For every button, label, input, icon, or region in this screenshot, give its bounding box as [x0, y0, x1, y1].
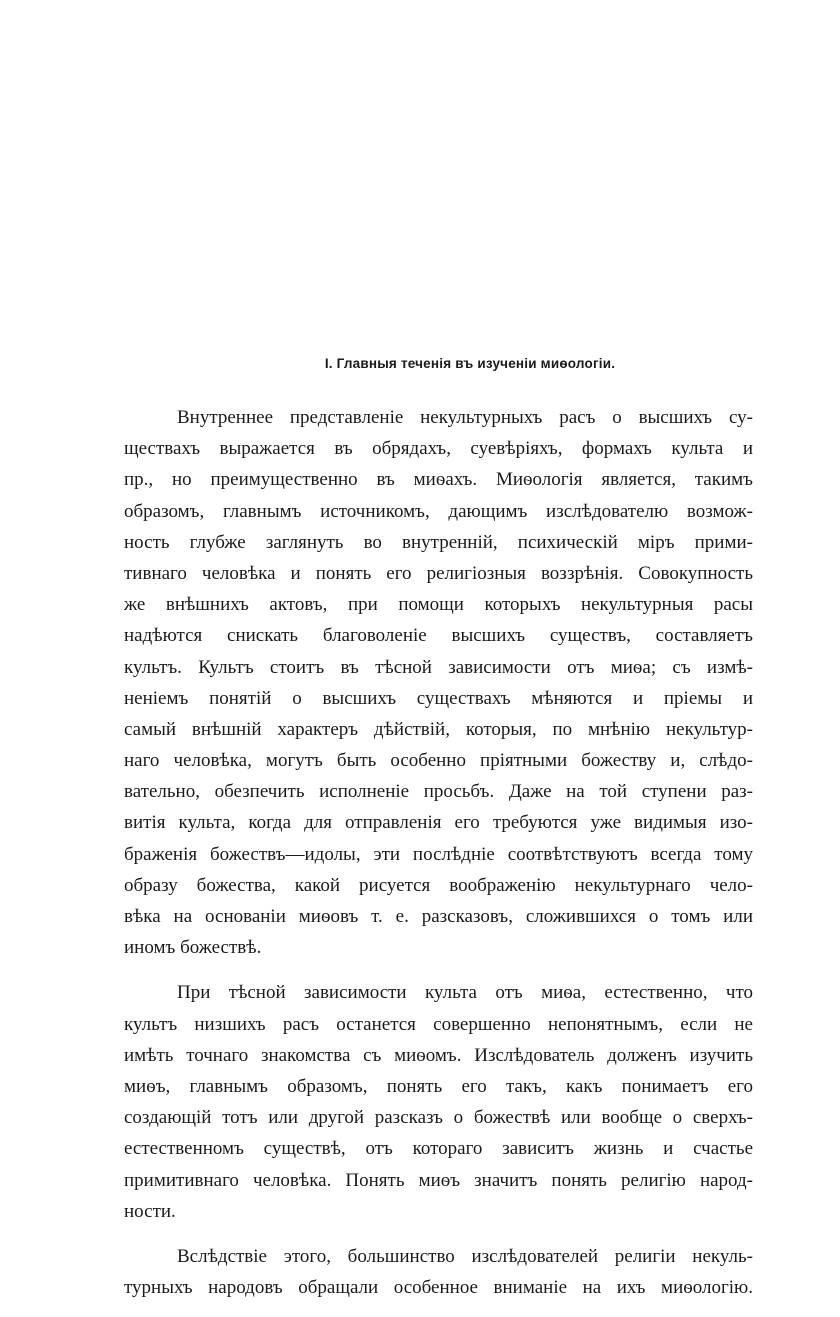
- text-line: витія культа, когда для отправленія его требуются уже видимыя изо-: [124, 812, 753, 834]
- text-line: примитивнаго человѣка. Понять миѳъ значитъ понять религію народ-: [124, 1169, 753, 1191]
- text-line: имѣть точнаго знакомства съ миѳомъ. Изслѣдователь долженъ изучить: [124, 1044, 753, 1066]
- body-text: [124, 402, 753, 1317]
- text-line: тивнаго человѣка и понять его религіозныя воззрѣнія. Совокупность: [124, 562, 753, 584]
- text-line: Внутреннее представленіе некультурныхъ расъ о высшихъ су-: [177, 407, 753, 428]
- section-heading: I. Главныя теченія въ изученіи миѳологіи.: [324, 356, 616, 371]
- text-line: образу божества, какой рисуется воображенію некультурнаго чело-: [124, 874, 753, 896]
- text-line: ность глубже заглянуть во внутренній, психическій міръ прими-: [124, 531, 753, 553]
- text-line: вѣка на основаніи миѳовъ т. е. разсказовъ, сложившихся о томъ или: [124, 906, 753, 927]
- paragraph-2: [124, 977, 753, 1227]
- text-line: культъ. Культъ стоитъ въ тѣсной зависимости отъ миѳа; съ измѣ-: [124, 656, 753, 678]
- text-line: ности.: [124, 1200, 176, 1222]
- text-line: естественномъ существѣ, отъ котораго зависитъ жизнь и счастье: [124, 1138, 753, 1160]
- text-line: образомъ, главнымъ источникомъ, дающимъ изслѣдователю возмож-: [124, 500, 753, 522]
- text-line: При тѣсной зависимости культа отъ миѳа, естественно, что: [177, 982, 753, 1004]
- text-line: миѳъ, главнымъ образомъ, понять его такъ, какъ понимаетъ его: [124, 1075, 753, 1097]
- text-line: ществахъ выражается въ обрядахъ, суевѣріяхъ, формахъ культа и: [124, 438, 753, 460]
- text-line: самый внѣшній характеръ дѣйствій, которыя, по мнѣнію некультур-: [124, 718, 753, 740]
- text-line: иномъ божествѣ.: [124, 937, 262, 959]
- text-line: культъ низшихъ расъ останется совершенно непонятнымъ, если не: [124, 1013, 753, 1035]
- text-line: создающій тотъ или другой разсказъ о божествѣ или вообще о сверхъ-: [124, 1107, 753, 1129]
- text-line: Вслѣдствіе этого, большинство изслѣдователей религіи некуль-: [177, 1245, 753, 1267]
- text-line: же внѣшнихъ актовъ, при помощи которыхъ некультурныя расы: [124, 594, 753, 616]
- text-line: надѣются снискать благоволеніе высшихъ существъ, составляетъ: [124, 625, 753, 647]
- text-line: вательно, обезпечить исполненіе просьбъ. Даже на той ступени раз-: [124, 781, 753, 803]
- text-line: пр., но преимущественно въ миѳахъ. Миѳологія является, такимъ: [124, 469, 753, 491]
- paragraph-3: [124, 1241, 753, 1303]
- text-line: браженія божествъ—идолы, эти послѣдніе соотвѣтствуютъ всегда тому: [124, 843, 753, 865]
- text-line: турныхъ народовъ обращали особенное вниманіе на ихъ миѳологію.: [124, 1277, 753, 1299]
- text-line: неніемъ понятій о высшихъ существахъ мѣняются и пріемы и: [124, 687, 753, 709]
- text-line: наго человѣка, могутъ быть особенно пріятными божеству и, слѣдо-: [124, 750, 753, 772]
- paragraph-1: [124, 402, 753, 963]
